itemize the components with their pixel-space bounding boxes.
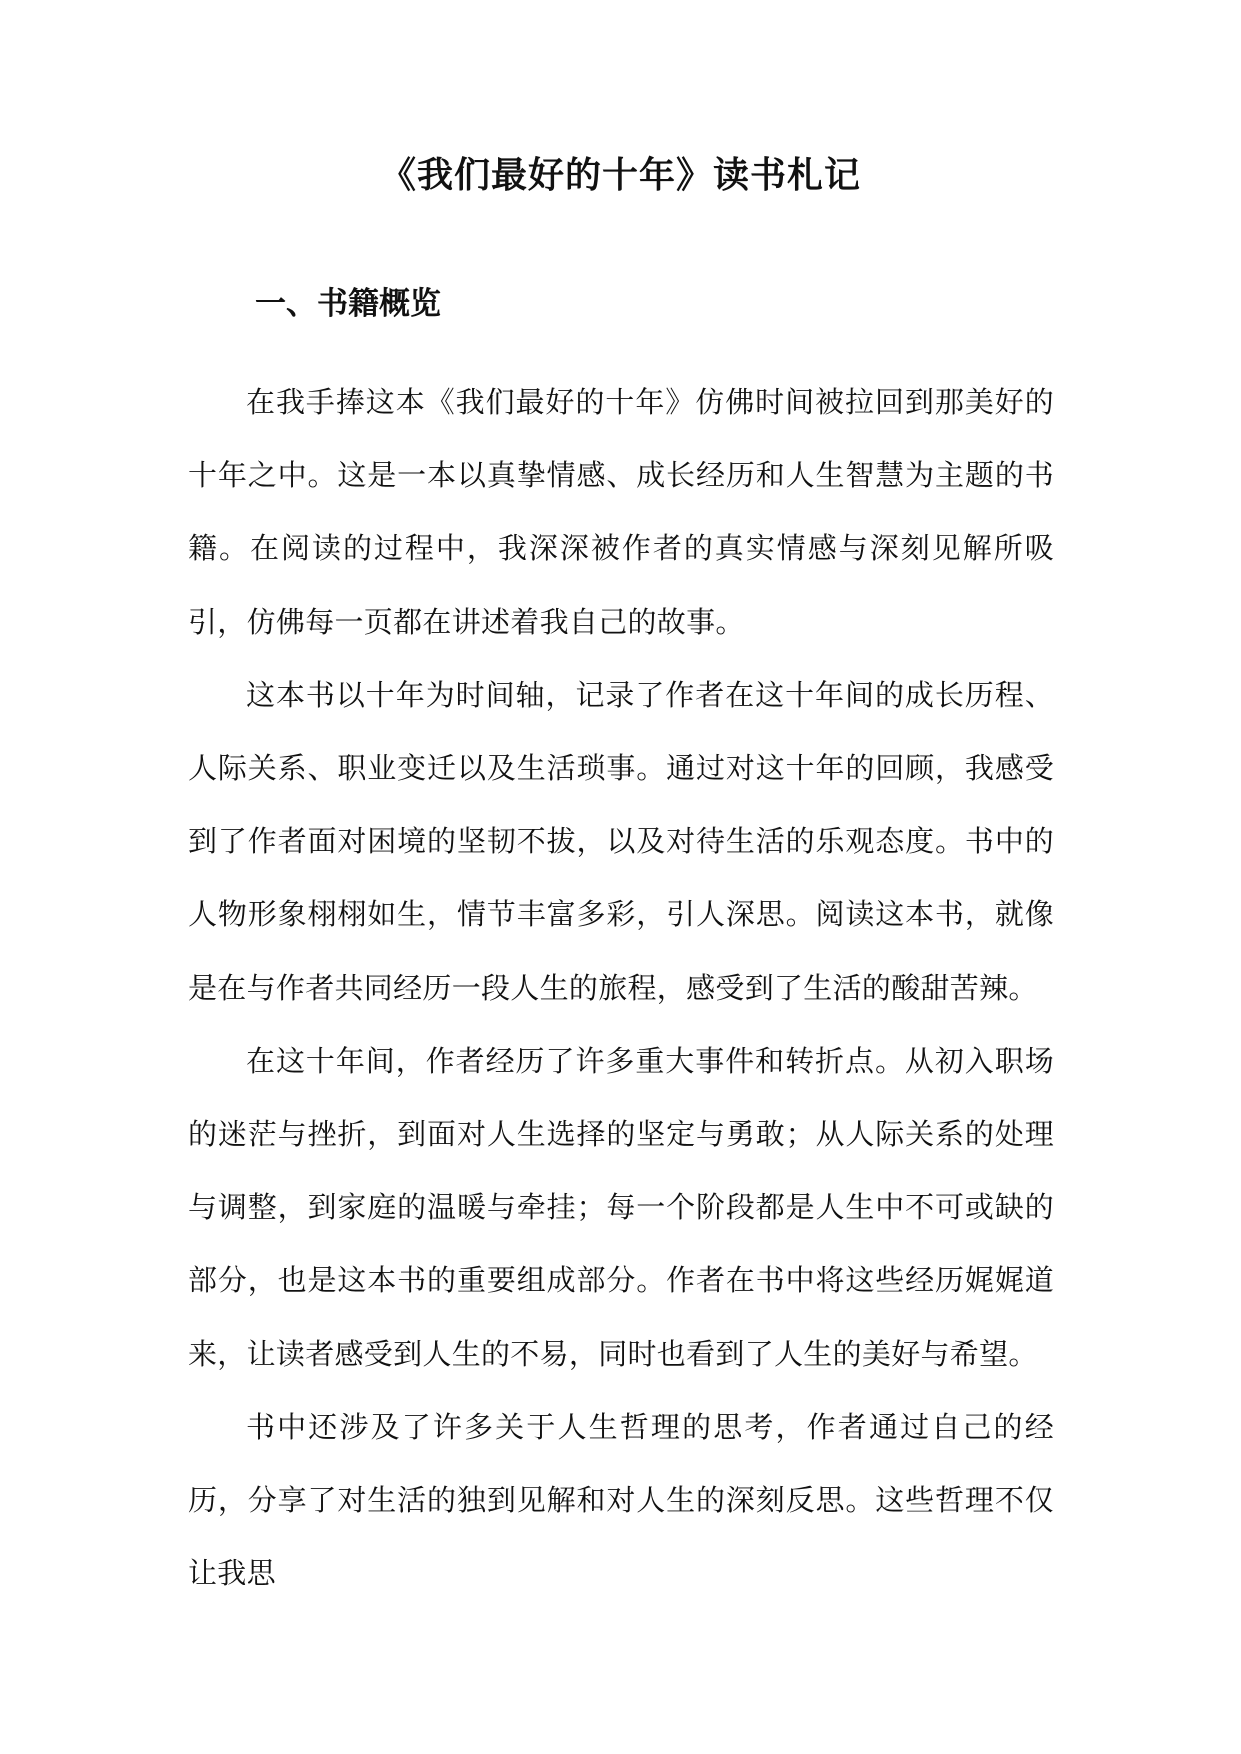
- section-heading-overview: 一、书籍概览: [255, 286, 441, 322]
- document-title: 《我们最好的十年》读书札记: [379, 154, 861, 196]
- paragraph: 在我手捧这本《我们最好的十年》仿佛时间被拉回到那美好的十年之中。这是一本以真挚情感、成长经历和人生智慧为主题的书籍。在阅读的过程中，我深深被作者的真实情感与深刻见解所吸引，仿佛每一页都在讲述着我自己的故事。: [188, 385, 1054, 639]
- section-body: [188, 366, 1054, 1610]
- paragraph: 这本书以十年为时间轴，记录了作者在这十年间的成长历程、人际关系、职业变迁以及生活琐事。通过对这十年的回顾，我感受到了作者面对困境的坚韧不拔，以及对待生活的乐观态度。书中的人物形象栩栩如生，情节丰富多彩，引人深思。阅读这本书，就像是在与作者共同经历一段人生的旅程，感受到了生活的酸甜苦辣。: [188, 677, 1054, 1005]
- paragraph: 书中还涉及了许多关于人生哲理的思考，作者通过自己的经历，分享了对生活的独到见解和对人生的深刻反思。这些哲理不仅让我思: [188, 1409, 1054, 1591]
- paragraph: 在这十年间，作者经历了许多重大事件和转折点。从初入职场的迷茫与挫折，到面对人生选择的坚定与勇敢；从人际关系的处理与调整，到家庭的温暖与牵挂；每一个阶段都是人生中不可或缺的部分，也是这本书的重要组成部分。作者在书中将这些经历娓娓道来，让读者感受到人生的不易，同时也看到了人生的美好与希望。: [188, 1043, 1054, 1371]
